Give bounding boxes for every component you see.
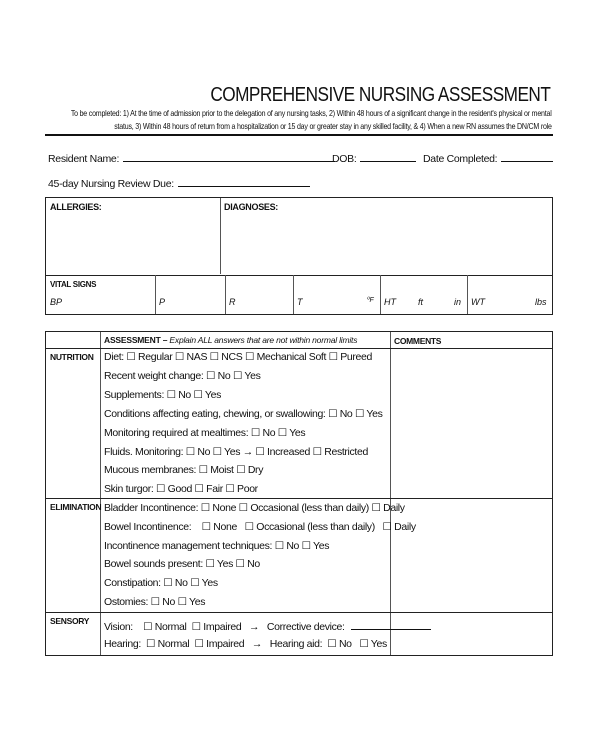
assessment-header-title: ASSESSMENT – bbox=[104, 335, 170, 345]
elimination-bowel-sounds-row[interactable]: Bowel sounds present: ☐ Yes ☐ No bbox=[104, 558, 260, 570]
elimination-management-row[interactable]: Incontinence management techniques: ☐ No ☐ Yes bbox=[104, 540, 330, 552]
pulse-field[interactable]: P bbox=[159, 297, 166, 307]
vision-options: Vision: ☐ Normal ☐ Impaired → Corrective device: bbox=[104, 621, 348, 633]
dob-label: DOB: bbox=[332, 153, 357, 165]
nutrition-monitoring-row[interactable]: Monitoring required at mealtimes: ☐ No ☐ Yes bbox=[104, 427, 306, 439]
section-elimination: ELIMINATION bbox=[50, 502, 102, 512]
weight-field[interactable]: WT bbox=[471, 297, 485, 307]
diagnoses-label: DIAGNOSES: bbox=[224, 202, 279, 212]
sensory-hearing-row[interactable]: Hearing: ☐ Normal ☐ Impaired → Hearing aid: ☐ No ☐ Yes bbox=[104, 638, 387, 650]
divider bbox=[155, 275, 156, 314]
sensory-vision-row[interactable] bbox=[104, 619, 431, 633]
nutrition-mucous-row[interactable]: Mucous membranes: ☐ Moist ☐ Dry bbox=[104, 464, 264, 476]
resident-name-label: Resident Name: bbox=[48, 153, 120, 165]
fahrenheit-unit: ºF bbox=[367, 297, 374, 304]
inches-unit: in bbox=[454, 297, 462, 307]
review-due-field[interactable] bbox=[48, 176, 310, 190]
section-nutrition: NUTRITION bbox=[50, 352, 94, 362]
instructions-line-1: To be completed: 1) At the time of admission prior to the delegation of any nursing tasks, 2) Within 48 hours of a significant change in the resident's physical or mental bbox=[71, 108, 552, 118]
allergies-vitals-box bbox=[45, 197, 553, 315]
assessment-table bbox=[45, 331, 553, 656]
divider bbox=[380, 275, 381, 314]
date-completed-label: Date Completed: bbox=[423, 153, 498, 165]
respiration-field[interactable]: R bbox=[229, 297, 236, 307]
elimination-bladder-row[interactable]: Bladder Incontinence: ☐ None ☐ Occasional (less than daily) ☐ Daily bbox=[104, 502, 405, 514]
divider bbox=[46, 498, 552, 499]
divider bbox=[220, 198, 221, 274]
divider bbox=[46, 348, 552, 349]
vital-signs-label: VITAL SIGNS bbox=[50, 280, 97, 289]
allergies-label: ALLERGIES: bbox=[50, 202, 102, 212]
lbs-unit: lbs bbox=[535, 297, 547, 307]
divider bbox=[46, 612, 552, 613]
divider bbox=[467, 275, 468, 314]
temperature-field[interactable]: T bbox=[297, 297, 303, 307]
elimination-bowel-row[interactable]: Bowel Incontinence: ☐ None ☐ Occasional (less than daily) ☐ Daily bbox=[104, 521, 416, 533]
elimination-constipation-row[interactable]: Constipation: ☐ No ☐ Yes bbox=[104, 577, 218, 589]
divider bbox=[225, 275, 226, 314]
divider bbox=[390, 332, 391, 655]
section-sensory: SENSORY bbox=[50, 616, 90, 626]
review-due-label: 45-day Nursing Review Due: bbox=[48, 178, 174, 190]
assessment-header-note: Explain ALL answers that are not within normal limits bbox=[169, 335, 358, 345]
resident-name-field[interactable] bbox=[48, 151, 335, 165]
nutrition-supplements-row[interactable]: Supplements: ☐ No ☐ Yes bbox=[104, 389, 222, 401]
divider bbox=[293, 275, 294, 314]
date-completed-field[interactable] bbox=[423, 151, 553, 165]
divider bbox=[46, 275, 552, 276]
nutrition-diet-row[interactable]: Diet: ☐ Regular ☐ NAS ☐ NCS ☐ Mechanical Soft ☐ Pureed bbox=[104, 351, 373, 363]
dob-field[interactable] bbox=[332, 151, 416, 165]
divider bbox=[100, 332, 101, 655]
nutrition-fluids-row[interactable]: Fluids. Monitoring: ☐ No ☐ Yes → ☐ Increased ☐ Restricted bbox=[104, 446, 368, 458]
form-title: COMPREHENSIVE NURSING ASSESSMENT bbox=[210, 84, 550, 106]
header-divider bbox=[45, 134, 553, 136]
height-field[interactable]: HT bbox=[384, 297, 396, 307]
assessment-header bbox=[104, 335, 357, 345]
nutrition-conditions-row[interactable]: Conditions affecting eating, chewing, or swallowing: ☐ No ☐ Yes bbox=[104, 408, 383, 420]
nutrition-weight-change-row[interactable]: Recent weight change: ☐ No ☐ Yes bbox=[104, 370, 261, 382]
comments-header: COMMENTS bbox=[394, 336, 442, 346]
instructions-line-2: status, 3) Within 48 hours of return from a hospitalization or 15 day or greater stay in any skilled facility, & 4) When a new RN assumes the DN/CM role bbox=[114, 121, 552, 131]
corrective-device-blank[interactable] bbox=[351, 619, 431, 630]
nutrition-skin-turgor-row[interactable]: Skin turgor: ☐ Good ☐ Fair ☐ Poor bbox=[104, 483, 258, 495]
elimination-ostomies-row[interactable]: Ostomies: ☐ No ☐ Yes bbox=[104, 596, 206, 608]
bp-field[interactable]: BP bbox=[50, 297, 63, 307]
feet-unit: ft bbox=[418, 297, 424, 307]
